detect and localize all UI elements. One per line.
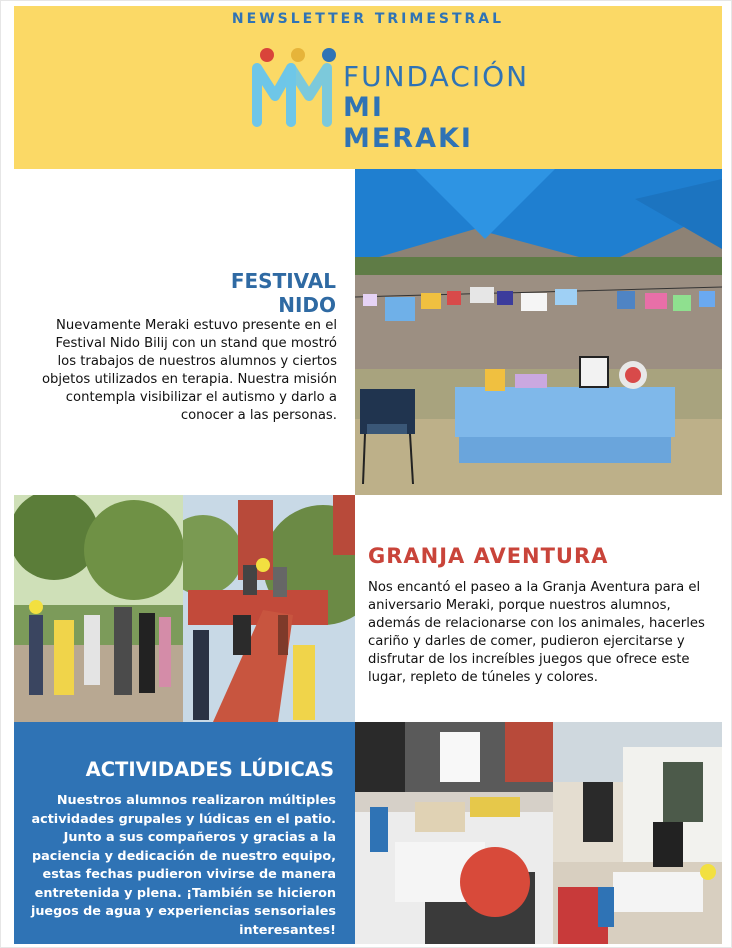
actividades-ludicas-text: Nuestros alumnos realizaron múltiples actividades grupales y lúdicas en el patio. Junto a sus compañeros y gracias a la paciencia y dedicación de nuestro equipo, estas fechas pudieron vivirse de manera entretenida y plena. ¡También se hicieron juegos de agua y experiencias sensoriales interesantes! bbox=[30, 793, 336, 938]
logo-mark-icon bbox=[251, 46, 341, 128]
newsletter-header bbox=[14, 6, 722, 169]
granja-aventura-text: Nos encantó el paseo a la Granja Aventura para el aniversario Meraki, porque nuestros alumnos, además de relacionarse con los animales, hacerles cariño y darles de comer, pudieron ejercitarse y disfrutar de los increíbles juegos que ofrece este lugar, repleto de túneles y colores. bbox=[368, 580, 705, 685]
logo-dot-yellow bbox=[291, 48, 305, 62]
actividades-ludicas-title: ACTIVIDADES LÚDICAS bbox=[85, 758, 334, 781]
festival-stand-photo bbox=[355, 169, 722, 495]
logo-dot-red bbox=[260, 48, 274, 62]
logo-word-fundacion: FUNDACIÓN bbox=[343, 60, 530, 93]
logo-dot-blue bbox=[322, 48, 336, 62]
newsletter-label: NEWSLETTER TRIMESTRAL bbox=[231, 11, 505, 27]
festival-nido-text: Nuevamente Meraki estuvo presente en el Festival Nido Bilij con un stand que mostró los trabajos de nuestros alumnos y ciertos objetos utilizados en terapia. Nuestra misión contempla visibilizar el autismo y darlo a conocer a las personas. bbox=[41, 318, 337, 423]
granja-climbing-photo bbox=[183, 495, 355, 722]
logo-word-mi-meraki: MI MERAKI bbox=[343, 92, 473, 154]
festival-nido-title: FESTIVAL NIDO bbox=[230, 269, 336, 317]
fundacion-logo bbox=[251, 46, 530, 154]
actividades-patio-photo bbox=[553, 722, 722, 944]
granja-aventura-title: GRANJA AVENTURA bbox=[368, 544, 609, 568]
granja-walk-photo bbox=[14, 495, 183, 722]
actividades-table-photo bbox=[355, 722, 553, 944]
